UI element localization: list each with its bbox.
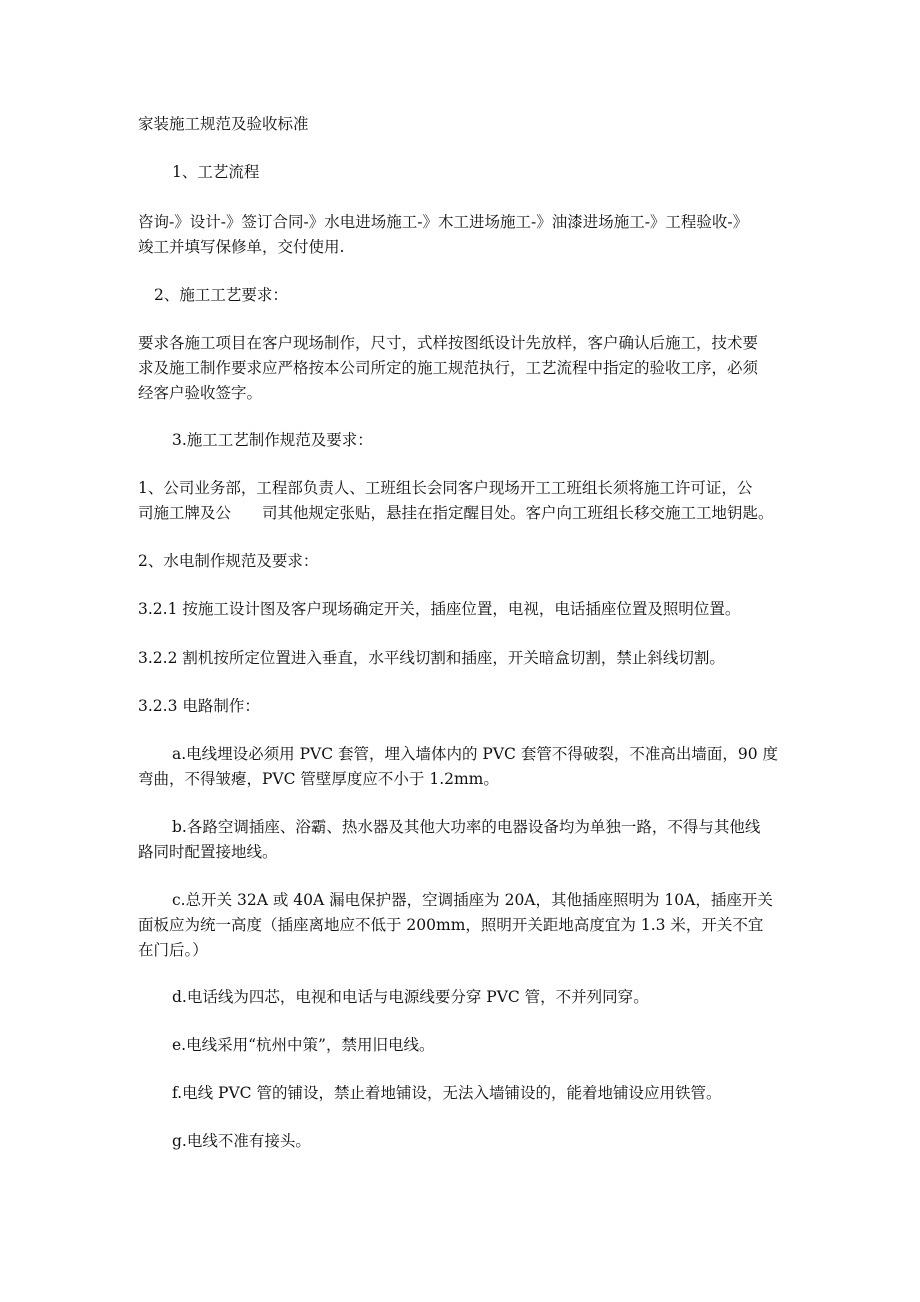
item2-heading: 2、水电制作规范及要求： bbox=[138, 552, 319, 570]
item1-body bbox=[138, 476, 798, 526]
section2-heading: 2、施工工艺要求： bbox=[154, 286, 288, 304]
item-a-line: a.电线埋设必须用 PVC 套管，埋入墙体内的 PVC 套管不得破裂，不准高出墙面，90 度 bbox=[172, 745, 778, 763]
section3-heading: 3.施工工艺制作规范及要求： bbox=[172, 431, 373, 449]
section1-line: 咨询-》设计-》签订合同-》水电进场施工-》木工进场施工-》油漆进场施工-》工程验收-》 bbox=[138, 213, 749, 231]
item-f: f.电线 PVC 管的铺设，禁止着地铺设，无法入墙铺设的，能着地铺设应用铁管。 bbox=[172, 1084, 722, 1102]
item-a bbox=[138, 742, 798, 792]
item-c-line: 在门后。） bbox=[138, 941, 208, 959]
item-g: g.电线不准有接头。 bbox=[172, 1132, 311, 1150]
section2-line: 经客户验收签字。 bbox=[138, 384, 263, 402]
item-e: e.电线采用“杭州中策”，禁用旧电线。 bbox=[172, 1036, 435, 1054]
item-322: 3.2.2 割机按所定位置进入垂直，水平线切割和插座，开关暗盒切割，禁止斜线切割。 bbox=[138, 649, 725, 667]
section1-body bbox=[138, 210, 798, 260]
item-c-line: c.总开关 32A 或 40A 漏电保护器，空调插座为 20A，其他插座照明为 10A，插座开关 bbox=[172, 891, 773, 909]
item1-line: 1、公司业务部，工程部负责人、工班组长会同客户现场开工工班组长须将施工许可证，公 bbox=[138, 479, 753, 497]
section2-body bbox=[138, 331, 798, 406]
item-c-line: 面板应为统一高度（插座离地应不低于 200mm，照明开关距地高度宜为 1.3 米，开关不宜 bbox=[138, 916, 764, 934]
item-323: 3.2.3 电路制作： bbox=[138, 697, 260, 715]
item-a-line: 弯曲，不得皱瘪，PVC 管壁厚度应不小于 1.2mm。 bbox=[138, 770, 499, 788]
item-c bbox=[138, 888, 798, 963]
document-title: 家装施工规范及验收标准 bbox=[138, 115, 309, 133]
item-b-line: 路同时配置接地线。 bbox=[138, 843, 278, 861]
section1-heading: 1、工艺流程 bbox=[172, 163, 260, 181]
section2-line: 求及施工制作要求应严格按本公司所定的施工规范执行，工艺流程中指定的验收工序，必须 bbox=[138, 359, 759, 377]
item-b-line: b.各路空调插座、浴霸、热水器及其他大功率的电器设备均为单独一路，不得与其他线 bbox=[172, 818, 761, 836]
section2-line: 要求各施工项目在客户现场制作，尺寸，式样按图纸设计先放样，客户确认后施工，技术要 bbox=[138, 334, 759, 352]
section1-line: 竣工并填写保修单，交付使用. bbox=[138, 238, 345, 256]
item-b bbox=[138, 815, 798, 865]
item1-line: 司施工牌及公 司其他规定张贴，悬挂在指定醒目处。客户向工班组长移交施工工地钥匙。 bbox=[138, 504, 774, 522]
item-d: d.电话线为四芯，电视和电话与电源线要分穿 PVC 管，不并列同穿。 bbox=[172, 988, 649, 1006]
item-321: 3.2.1 按施工设计图及客户现场确定开关，插座位置，电视，电话插座位置及照明位置。 bbox=[138, 600, 741, 618]
